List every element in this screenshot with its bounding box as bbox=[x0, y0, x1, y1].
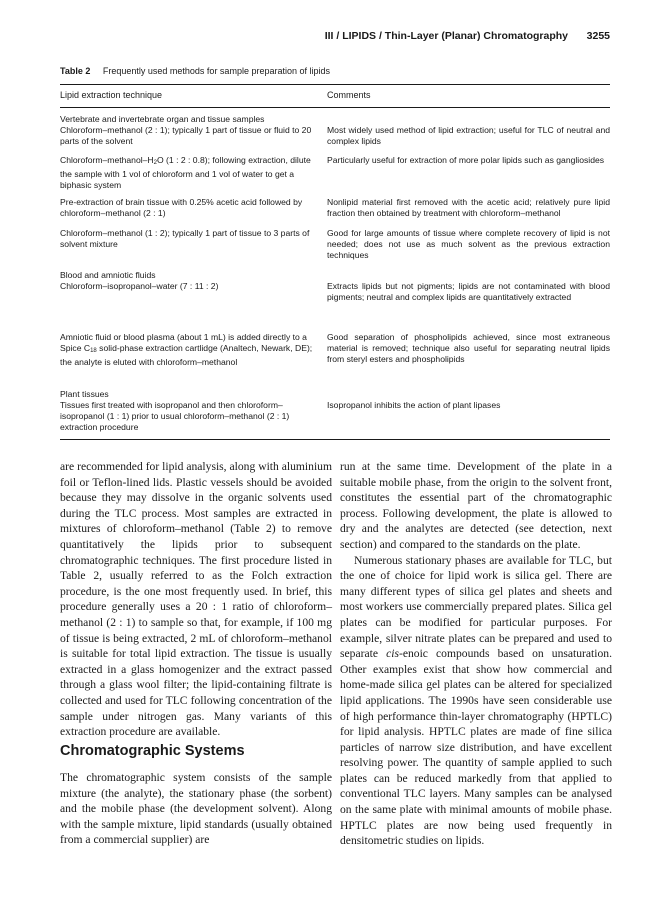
body-column-left bbox=[60, 459, 332, 740]
table-cell-technique: Chloroform–methanol (2 : 1); typically 1 part of tissue or fluid to 20 parts of the solvent bbox=[60, 125, 312, 146]
table-cell-comments: Most widely used method of lipid extraction; useful for TLC of neutral and complex lipids bbox=[327, 125, 610, 146]
table-caption bbox=[60, 66, 330, 76]
table-reference[interactable]: Table 2 bbox=[234, 522, 272, 536]
paragraph: run at the same time. Development of the plate in a suitable mobile phase, from the origin to the solvent front, constitutes the essential part of the chromatographic process. Following development, the plate is allowed to dry and the analytes are detected (see detection, next section) and compared to the standards on the plate. bbox=[340, 460, 612, 551]
table-header-technique: Lipid extraction technique bbox=[60, 90, 163, 100]
body-column-right bbox=[340, 459, 612, 849]
table-bottom-rule bbox=[60, 439, 610, 440]
table-header-comments: Comments bbox=[327, 90, 371, 100]
table-cell-technique: Amniotic fluid or blood plasma (about 1 mL) is added directly to a Spice C18 solid-phase extraction cartlidge (Analtech, Newark, DE); the analyte is eluted with chloroform–methanol bbox=[60, 332, 313, 367]
table-caption-text: Frequently used methods for sample preparation of lipids bbox=[102, 66, 330, 76]
paragraph: Numerous stationary phases are available for TLC, but the one of choice for lipid work is silica gel. There are many different types of silica gel plates and sheets and most workers use commercially prepared plates. Silica gel plates can be modified for particular purposes. For example, silver nitrate plates can be prepared and used to separate cis-enoic compounds based on unsaturation. Other examples exist that show how commercial and home-made silica gel plates can be altered for specialized lipid applications. The 1990s have seen considerable use of high performance thin-layer chromatography (HPTLC) for lipid analysis. HPTLC plates are made of fine silica particles of narrow size distribution, and have excellent resolving power. The quantity of sample applied to such plates can be reduced markedly from that applied to conventional TLC layers. Many samples can be analysed on the same plate with minimal amounts of mobile phase. HPTLC plates are now being used frequently in densitometric studies on lipids. bbox=[340, 553, 612, 848]
table-cell-comments: Particularly useful for extraction of more polar lipids such as gangliosides bbox=[327, 155, 605, 165]
table-cell-comments: Isopropanol inhibits the action of plant lipases bbox=[327, 400, 501, 410]
body-column-left-continued bbox=[60, 770, 332, 848]
table-header-rule bbox=[60, 107, 610, 108]
table-cell-technique: Chloroform–isopropanol–water (7 : 11 : 2) bbox=[60, 281, 219, 291]
running-header-section: III / LIPIDS / Thin-Layer (Planar) Chromatography bbox=[324, 30, 568, 42]
table-cell-technique: Pre-extraction of brain tissue with 0.25% acetic acid followed by chloroform–methanol (2 : 1) bbox=[60, 197, 303, 218]
paragraph: are recommended for lipid analysis, along with aluminium foil or Teflon-lined lids. Plastic vessels should be avoided because they may dissolve in the organic solvents used during the TLC process. Most samples are extracted in mixtures of chloroform–methanol (Table 2) to remove quantitatively the lipids prior to subsequent chromatographic techniques. The first procedure listed in Table 2, usually referred to as the Folch extraction procedure, is the one most frequently used. In brief, this procedure generally uses a 20 : 1 ratio of chloroform–methanol (2 : 1) to sample so that, for example, if 100 mg of tissue is being extracted, 2 mL of chloroform–methanol is suitable for total lipid extraction. The tissue is usually extracted in a glass homogenizer and the extract passed through a glass wool filter; the lipid-containing filtrate is collected and used for TLC following concentration of the sample under nitrogen gas. Many variants of this extraction procedure are available. bbox=[60, 460, 332, 739]
paragraph: The chromatographic system consists of the sample mixture (the analyte), the stationary phase (the sorbent) and the mobile phase (the development solvent). Along with the sample mixture, lipid standards (usually obtained from a commercial supplier) are bbox=[60, 771, 332, 847]
table-cell-comments: Good separation of phospholipids achieved, since most extraneous material is removed; technique also useful for separating neutral lipids from steryl esters and phospholipids bbox=[327, 332, 610, 364]
section-heading: Chromatographic Systems bbox=[60, 743, 245, 759]
table-label: Table 2 bbox=[60, 66, 91, 76]
table-cell-technique: Chloroform–methanol (1 : 2); typically 1 part of tissue to 3 parts of solvent mixture bbox=[60, 228, 310, 249]
table-cell-comments: Nonlipid material first removed with the acetic acid; relatively pure lipid fraction then obtained by treatment with chloroform–methanol bbox=[327, 197, 610, 218]
table-cell-technique: Tissues first treated with isopropanol and then chloroform–isopropanol (1 : 1) prior to usual chloroform–methanol (2 : 1) extraction procedure bbox=[60, 400, 290, 432]
table-cell-comments: Extracts lipids but not pigments; lipids are not contaminated with blood pigments; neutral and complex lipids are quantitatively extracted bbox=[327, 281, 610, 302]
page-number: 3255 bbox=[586, 30, 610, 42]
table-group-heading: Plant tissues bbox=[60, 389, 109, 399]
table-group-heading: Vertebrate and invertebrate organ and tissue samples bbox=[60, 114, 265, 124]
table-top-rule bbox=[60, 84, 610, 85]
table-group-heading: Blood and amniotic fluids bbox=[60, 270, 156, 280]
table-cell-comments: Good for large amounts of tissue where complete recovery of lipid is not needed; does not use as much solvent as the previous extraction techniques bbox=[327, 228, 610, 260]
table-cell-technique: Chloroform–methanol–H2O (1 : 2 : 0.8); following extraction, dilute the sample with 1 vol of chloroform and 1 vol of water to get a biphasic system bbox=[60, 155, 311, 190]
running-header bbox=[60, 30, 610, 44]
